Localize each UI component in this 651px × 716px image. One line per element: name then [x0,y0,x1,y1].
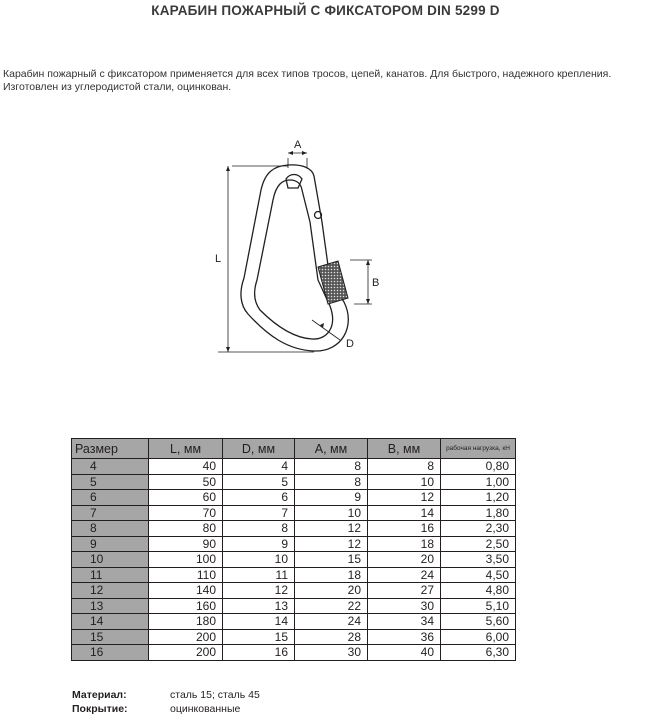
table-cell: 5,60 [441,614,516,630]
size-cell: 13 [72,598,149,614]
table-cell: 1,00 [441,474,516,490]
table-cell: 90 [149,536,223,552]
table-cell: 4 [223,459,295,475]
property-value: сталь 15; сталь 45 [170,689,260,701]
table-cell: 100 [149,552,223,568]
table-cell: 160 [149,598,223,614]
size-cell: 10 [72,552,149,568]
table-cell: 40 [149,459,223,475]
size-cell: 5 [72,474,149,490]
column-header: B, мм [368,439,441,459]
page-title: КАРАБИН ПОЖАРНЫЙ С ФИКСАТОРОМ DIN 5299 D [151,3,500,18]
spec-table [71,438,516,661]
table-cell: 34 [368,614,441,630]
table-cell: 80 [149,521,223,537]
table-cell: 0,80 [441,459,516,475]
table-cell: 22 [295,598,368,614]
size-cell: 6 [72,490,149,506]
table-cell: 6 [223,490,295,506]
table-cell: 200 [149,629,223,645]
column-header: A, мм [295,439,368,459]
table-cell: 110 [149,567,223,583]
size-cell: 9 [72,536,149,552]
size-cell: 12 [72,583,149,599]
carabiner-drawing [210,130,390,360]
table-cell: 24 [368,567,441,583]
dimension-label-b: B [372,277,380,289]
table-row [72,598,516,614]
table-cell: 3,50 [441,552,516,568]
table-cell: 13 [223,598,295,614]
column-header: L, мм [149,439,223,459]
table-cell: 20 [368,552,441,568]
table-cell: 200 [149,645,223,661]
table-cell: 6,30 [441,645,516,661]
table-cell: 15 [295,552,368,568]
property-label: Покрытие: [72,703,128,715]
table-cell: 4,50 [441,567,516,583]
size-cell: 8 [72,521,149,537]
description [3,68,648,94]
carabiner-inner-outline [255,180,333,339]
size-cell: 7 [72,505,149,521]
column-header: Размер [72,439,149,459]
table-row [72,552,516,568]
table-cell: 180 [149,614,223,630]
table-cell: 5 [223,474,295,490]
table-cell: 4,80 [441,583,516,599]
property-label: Материал: [72,689,127,701]
table-cell: 1,80 [441,505,516,521]
table-cell: 36 [368,629,441,645]
table-row [72,567,516,583]
dimension-label-a: A [294,139,302,151]
table-header-row [72,439,516,459]
table-cell: 12 [295,521,368,537]
table-row [72,474,516,490]
table-cell: 16 [368,521,441,537]
table-cell: 50 [149,474,223,490]
table-cell: 27 [368,583,441,599]
table-row [72,614,516,630]
table-cell: 12 [295,536,368,552]
table-cell: 9 [295,490,368,506]
table-row [72,490,516,506]
table-cell: 28 [295,629,368,645]
table-cell: 12 [223,583,295,599]
table-cell: 10 [295,505,368,521]
table-cell: 60 [149,490,223,506]
table-cell: 16 [223,645,295,661]
table-row [72,645,516,661]
description-line: Карабин пожарный с фиксатором применяется для всех типов тросов, цепей, канатов. Для быстрого, надежного крепления. [3,68,612,80]
table-cell: 20 [295,583,368,599]
table-cell: 10 [223,552,295,568]
table-cell: 5,10 [441,598,516,614]
table-cell: 15 [223,629,295,645]
table-cell: 8 [368,459,441,475]
table-cell: 2,50 [441,536,516,552]
dimension-label-d: D [346,338,354,350]
table-cell: 8 [295,459,368,475]
table-row [72,459,516,475]
table-row [72,521,516,537]
description-line: Изготовлен из углеродистой стали, оцинкован. [3,81,232,93]
table-cell: 12 [368,490,441,506]
size-cell: 15 [72,629,149,645]
table-cell: 14 [223,614,295,630]
table-cell: 9 [223,536,295,552]
table-row [72,583,516,599]
carabiner-eye [286,175,302,189]
property-row [72,688,260,702]
column-header: D, мм [223,439,295,459]
table-cell: 7 [223,505,295,521]
table-cell: 10 [368,474,441,490]
table-cell: 6,00 [441,629,516,645]
table-cell: 140 [149,583,223,599]
dimension-label-l: L [215,253,222,265]
table-cell: 1,20 [441,490,516,506]
table-cell: 70 [149,505,223,521]
table-cell: 8 [295,474,368,490]
table-cell: 18 [368,536,441,552]
knurled-sleeve [318,261,348,304]
property-value: оцинкованные [170,703,241,715]
column-header: рабочая нагрузка, кН [441,439,516,459]
table-cell: 30 [295,645,368,661]
property-row [72,702,260,716]
size-cell: 14 [72,614,149,630]
table-cell: 2,30 [441,521,516,537]
size-cell: 16 [72,645,149,661]
table-row [72,505,516,521]
table-cell: 24 [295,614,368,630]
table-cell: 30 [368,598,441,614]
table-cell: 40 [368,645,441,661]
size-cell: 11 [72,567,149,583]
size-cell: 4 [72,459,149,475]
table-cell: 14 [368,505,441,521]
table-cell: 8 [223,521,295,537]
table-cell: 11 [223,567,295,583]
table-row [72,536,516,552]
table-cell: 18 [295,567,368,583]
table-row [72,629,516,645]
